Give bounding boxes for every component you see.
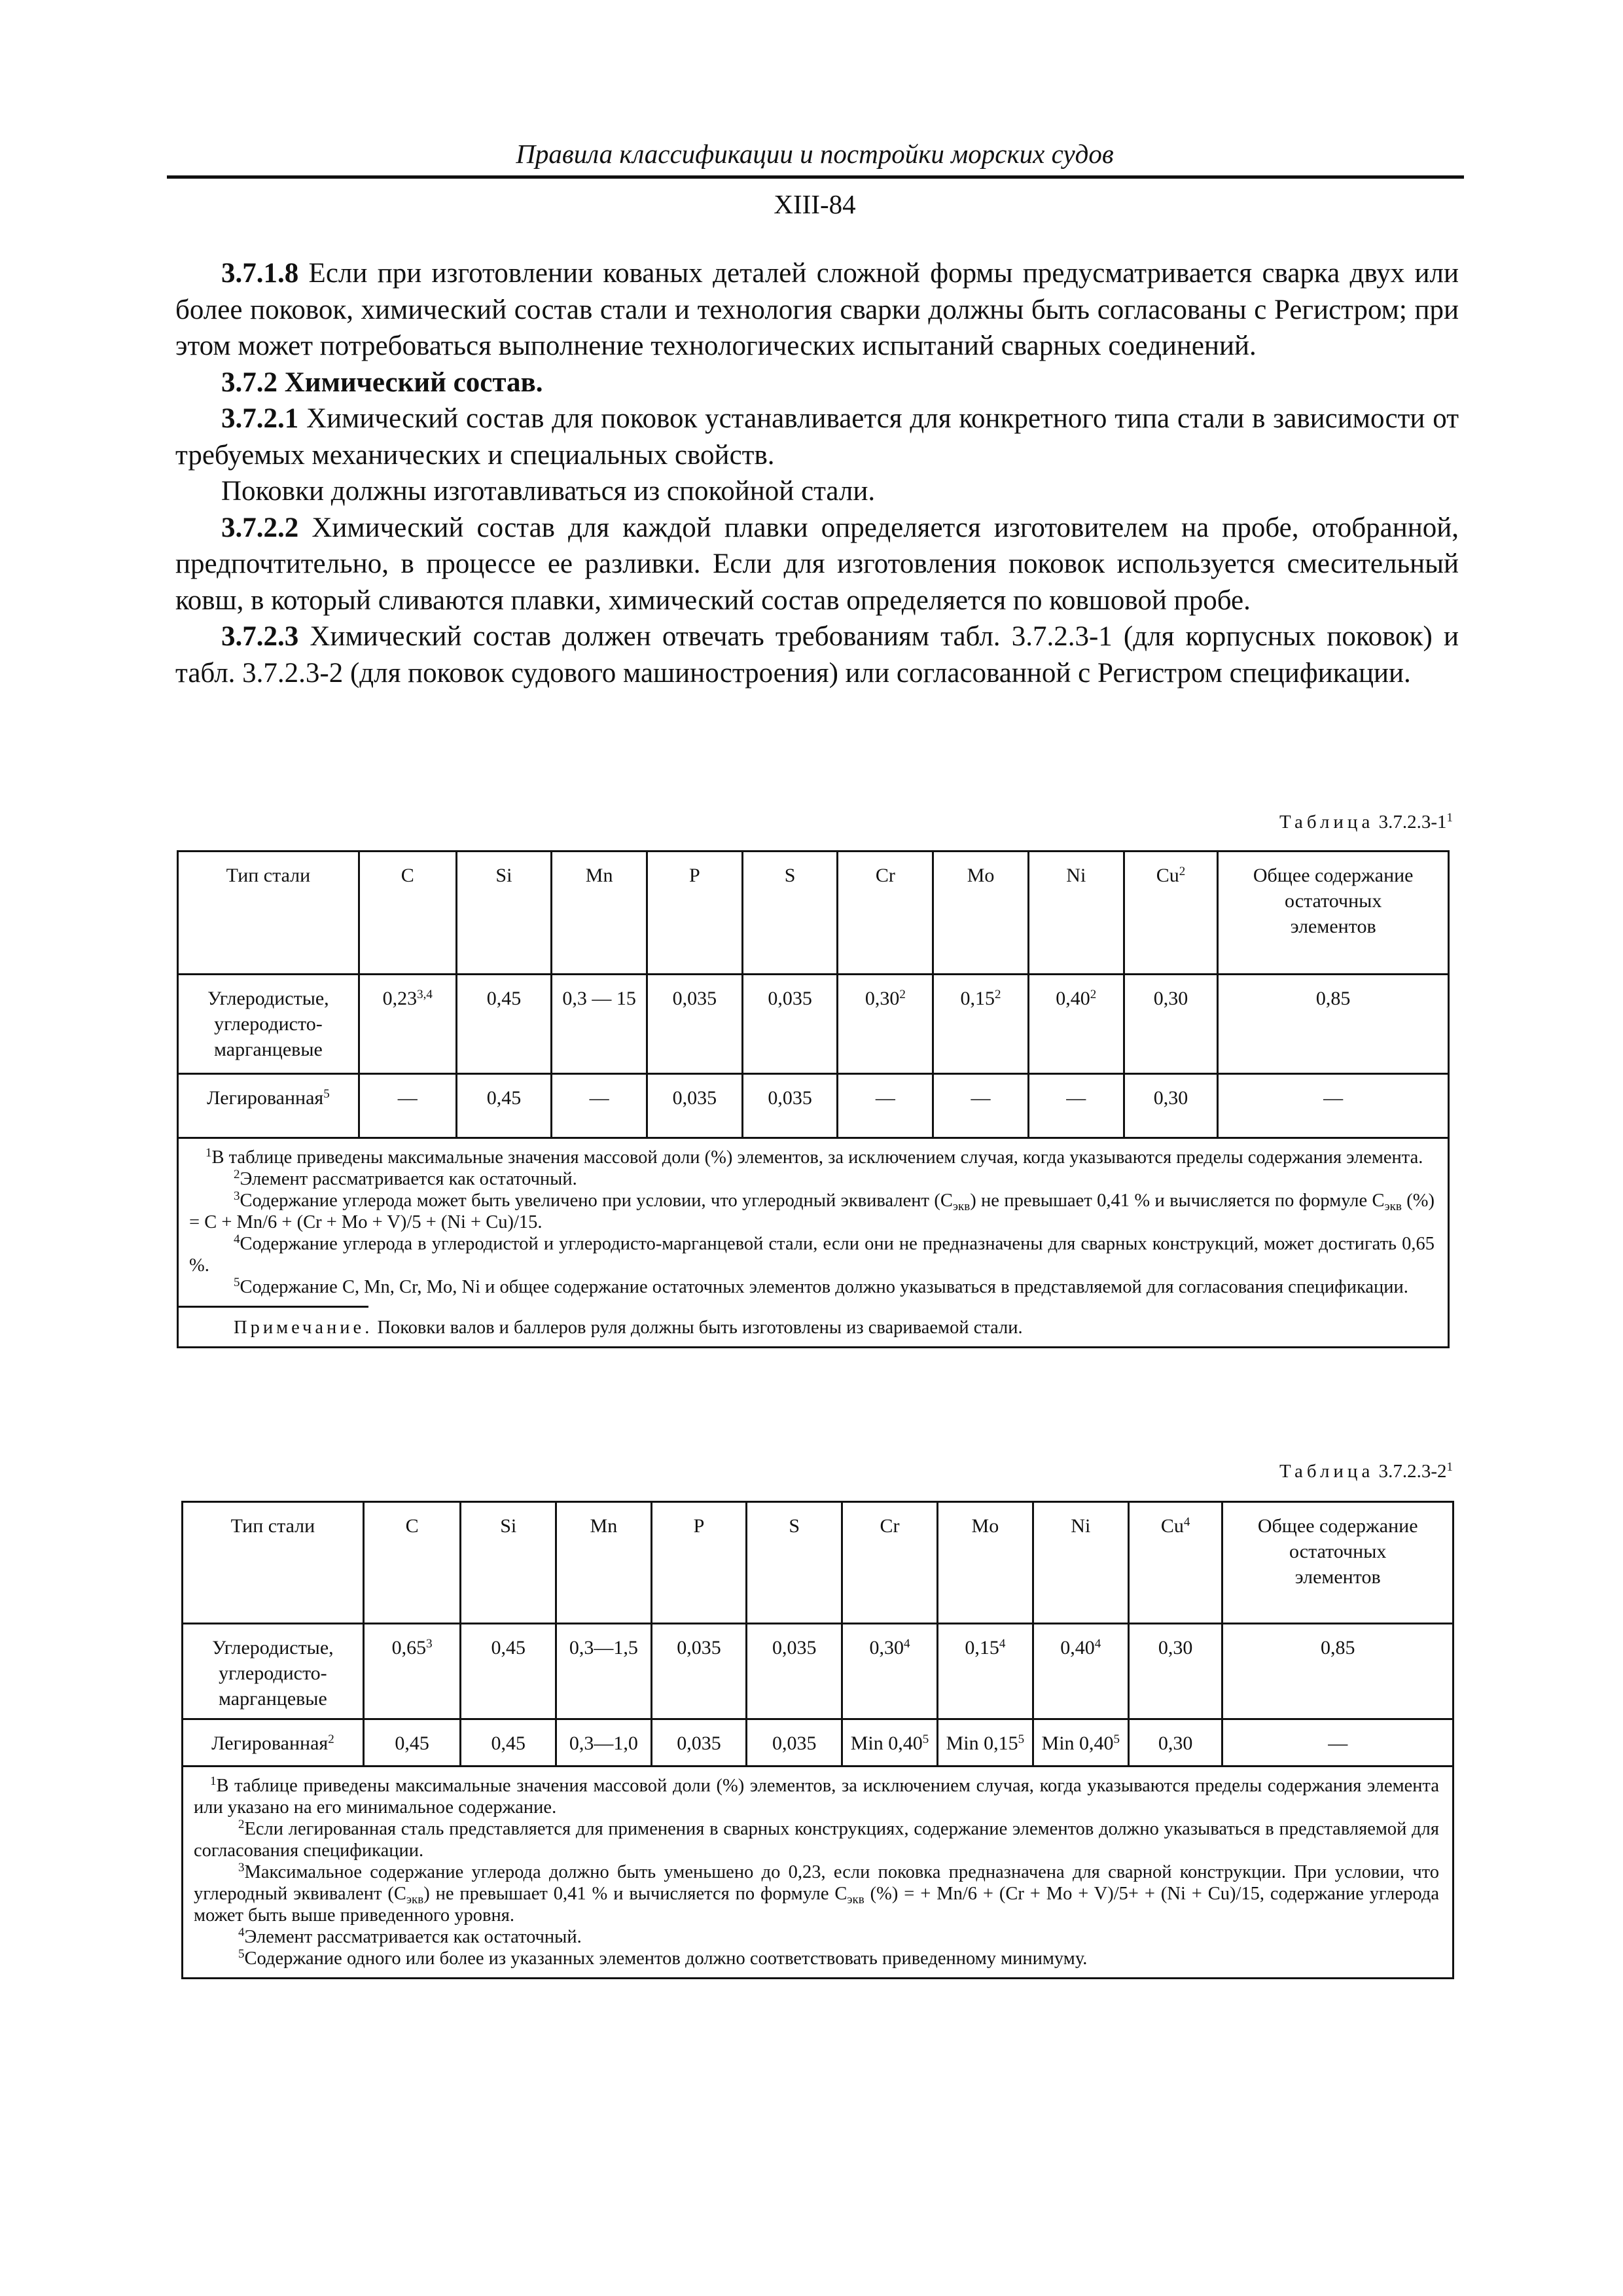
caption-word: Таблица xyxy=(1279,812,1374,833)
header-cell: C xyxy=(359,852,456,975)
footnote-mark: 3 xyxy=(234,1189,240,1203)
table-cell: 0,45 xyxy=(461,1624,556,1719)
subscript: экв xyxy=(847,1893,865,1907)
header-cell: P xyxy=(651,1502,747,1624)
table-header-row xyxy=(178,852,1449,975)
footnote-ref: 5 xyxy=(323,1087,330,1101)
table-cell: — xyxy=(838,1074,933,1138)
footnote xyxy=(194,1861,1439,1926)
footnote-text: Если легированная сталь представляется для применения в сварных конструкциях, содержание элементов должно указываться в представляемой для согласования спецификации. xyxy=(194,1819,1439,1861)
subscript: экв xyxy=(406,1893,424,1907)
cell-value: 0,40 xyxy=(1056,988,1090,1009)
paragraph-text: Химический состав для каждой плавки определяется изготовителем на пробе, отобранной, предпочтительно, в процессе ее разливки. Если для изготовления поковок используется смесительный ковш, в который сливаются плавки, химический состав определяется по ковшовой пробе. xyxy=(175,512,1459,616)
footnote xyxy=(189,1276,1435,1298)
section-heading xyxy=(175,365,1459,401)
clause-number: 3.7.1.8 xyxy=(221,258,299,289)
header-cell: P xyxy=(647,852,742,975)
paragraph-text: Химический состав должен отвечать требованиям табл. 3.7.2.3-1 (для корпусных поковок) и табл. 3.7.2.3-2 (для поковок судового машиностроения) или согласованной с Регистром спецификации. xyxy=(175,621,1459,689)
footnote-ref: 4 xyxy=(1094,1637,1101,1651)
header-text: Cu xyxy=(1156,865,1179,886)
footnote-mark: 2 xyxy=(238,1818,245,1831)
footnote xyxy=(189,1168,1435,1190)
header-cell: Cr xyxy=(842,1502,938,1624)
paragraph-3-7-2-1 xyxy=(175,401,1459,473)
table-cell: — xyxy=(933,1074,1029,1138)
footnote-ref: 5 xyxy=(1113,1732,1120,1746)
footnote-mark: 5 xyxy=(234,1276,240,1289)
cell-value: Min 0,40 xyxy=(1041,1732,1114,1754)
table-cell: — xyxy=(1222,1719,1454,1767)
footnote xyxy=(194,1818,1439,1861)
header-cell: S xyxy=(747,1502,842,1624)
caption-footnote-ref: 1 xyxy=(1446,811,1453,825)
table-cell: 0,3 — 15 xyxy=(552,975,647,1074)
table2-caption xyxy=(982,1461,1453,1482)
caption-footnote-ref: 1 xyxy=(1446,1460,1453,1474)
table-cell: 0,30 xyxy=(1128,1719,1222,1767)
cell-value: Легированная xyxy=(211,1732,329,1754)
table-cell xyxy=(933,975,1029,1074)
table-cell: 0,035 xyxy=(651,1719,747,1767)
row-label: Углеродистые, углеродисто-марганцевые xyxy=(183,1624,364,1719)
table-cell: 0,45 xyxy=(461,1719,556,1767)
footnote xyxy=(194,1926,1439,1948)
table-cell: 0,30 xyxy=(1128,1624,1222,1719)
table-cell: — xyxy=(359,1074,456,1138)
table1 xyxy=(177,850,1450,1348)
table-row xyxy=(178,975,1449,1074)
table-cell: 0,45 xyxy=(456,975,552,1074)
table-cell: — xyxy=(1028,1074,1124,1138)
header-cell: Mo xyxy=(937,1502,1033,1624)
cell-value: 0,30 xyxy=(869,1637,904,1659)
body-text xyxy=(175,255,1459,691)
footnote-ref: 3,4 xyxy=(417,988,433,1001)
header-cell: Тип стали xyxy=(178,852,359,975)
table-cell: 0,035 xyxy=(747,1719,842,1767)
table-cell: 0,30 xyxy=(1124,1074,1218,1138)
paragraph-killed-steel: Поковки должны изготавливаться из спокойной стали. xyxy=(221,476,876,507)
footnote-ref: 4 xyxy=(999,1637,1006,1651)
footnote xyxy=(189,1147,1435,1168)
header-rule xyxy=(167,175,1464,179)
footnote-mark: 1 xyxy=(210,1774,217,1788)
footnote-ref: 3 xyxy=(426,1637,433,1651)
paragraph-3-7-2-2 xyxy=(175,510,1459,619)
cell-value: Min 0,15 xyxy=(946,1732,1018,1754)
table-cell xyxy=(1033,1624,1128,1719)
cell-value: 0,65 xyxy=(391,1637,427,1659)
table-cell: — xyxy=(1218,1074,1449,1138)
subscript: экв xyxy=(1384,1200,1402,1213)
clause-number: 3.7.2.1 xyxy=(221,403,299,434)
table-cell: 0,035 xyxy=(647,975,742,1074)
footnote-ref: 2 xyxy=(328,1732,334,1746)
cell-value: 0,15 xyxy=(960,988,995,1009)
section-heading-text: 3.7.2 Химический состав. xyxy=(221,367,543,398)
row-label xyxy=(183,1719,364,1767)
cell-value: 0,23 xyxy=(382,988,418,1009)
header-cell: Тип стали xyxy=(183,1502,364,1624)
footnote-ref: 2 xyxy=(995,988,1001,1001)
table-cell xyxy=(937,1719,1033,1767)
footnote-mark: 4 xyxy=(238,1926,245,1939)
paragraph-text: Химический состав для поковок устанавливается для конкретного типа стали в зависимости от требуемых механических и специальных свойств. xyxy=(175,403,1459,471)
footnote-text: (%) = С + Mn/6 + (Cr + Mo + V)/5 + (Ni + Cu)/15. xyxy=(189,1191,1435,1232)
table-notes-row xyxy=(183,1767,1454,1979)
header-cell: Mo xyxy=(933,852,1029,975)
table-cell: 0,035 xyxy=(747,1624,842,1719)
table-notes-row xyxy=(178,1138,1449,1348)
page-number: XIII-84 xyxy=(774,189,856,219)
footnote xyxy=(189,1233,1435,1276)
header-cell: Cr xyxy=(838,852,933,975)
footnote-text: В таблице приведены максимальные значения массовой доли (%) элементов, за исключением случая, когда указываются пределы содержания элемента или указано на его минимальное содержание. xyxy=(194,1776,1439,1818)
table-cell: 0,3—1,5 xyxy=(556,1624,652,1719)
table-cell xyxy=(363,1624,461,1719)
caption-number: 3.7.2.3-1 xyxy=(1378,812,1447,833)
table-cell xyxy=(359,975,456,1074)
footnote-text: Содержание С, Mn, Cr, Mo, Ni и общее содержание остаточных элементов должно указываться в представляемой для согласования спецификации. xyxy=(240,1277,1408,1297)
header-cell: Общее содержание остаточных элементов xyxy=(1222,1502,1454,1624)
note-separator xyxy=(179,1306,368,1308)
table-cell: 0,3—1,0 xyxy=(556,1719,652,1767)
footnote-ref: 5 xyxy=(1018,1732,1025,1746)
cell-value: 0,40 xyxy=(1060,1637,1095,1659)
header-text: Cu xyxy=(1160,1515,1184,1537)
footnote-mark: 5 xyxy=(238,1947,245,1961)
footnote-text: ) не превышает 0,41 % и вычисляется по формуле С xyxy=(970,1191,1385,1211)
table-note xyxy=(189,1317,1435,1338)
clause-number: 3.7.2.2 xyxy=(221,512,299,543)
table-row xyxy=(183,1719,1454,1767)
paragraph-3-7-2-3 xyxy=(175,619,1459,691)
table1-footnotes xyxy=(178,1138,1449,1348)
table-cell: 0,035 xyxy=(742,975,838,1074)
footnote-text: Элемент рассматривается как остаточный. xyxy=(240,1169,577,1189)
header-cell: Ni xyxy=(1033,1502,1128,1624)
table-cell xyxy=(1033,1719,1128,1767)
footnote-mark: 3 xyxy=(238,1861,245,1874)
table2-footnotes xyxy=(183,1767,1454,1979)
header-cell xyxy=(1124,852,1218,975)
footnote-ref: 2 xyxy=(899,988,906,1001)
footnote-mark: 4 xyxy=(234,1232,240,1246)
caption-number: 3.7.2.3-2 xyxy=(1378,1461,1447,1482)
cell-value: Min 0,40 xyxy=(850,1732,923,1754)
table-row xyxy=(183,1624,1454,1719)
header-cell: Общее содержание остаточных элементов xyxy=(1218,852,1449,975)
footnote-text: В таблице приведены максимальные значения массовой доли (%) элементов, за исключением случая, когда указываются пределы содержания элемента. xyxy=(211,1147,1423,1168)
header-cell: Ni xyxy=(1028,852,1124,975)
footnote xyxy=(194,1775,1439,1818)
table-cell: 0,45 xyxy=(456,1074,552,1138)
header-cell: C xyxy=(363,1502,461,1624)
table-row xyxy=(178,1074,1449,1138)
table-cell xyxy=(842,1624,938,1719)
table-cell: 0,035 xyxy=(651,1624,747,1719)
cell-value: 0,15 xyxy=(965,1637,999,1659)
cell-value: 0,30 xyxy=(865,988,900,1009)
table1-caption xyxy=(982,812,1453,833)
row-label xyxy=(178,1074,359,1138)
note-label: Примечание. xyxy=(234,1318,373,1338)
caption-word: Таблица xyxy=(1279,1461,1374,1482)
footnote-text: Содержание одного или более из указанных элементов должно соответствовать приведенному минимуму. xyxy=(244,1948,1088,1969)
footnote-ref: 4 xyxy=(903,1637,910,1651)
subscript: экв xyxy=(952,1200,971,1213)
footnote-mark: 2 xyxy=(234,1168,240,1181)
header-cell: Mn xyxy=(552,852,647,975)
table-cell: 0,035 xyxy=(742,1074,838,1138)
footnote-mark: 1 xyxy=(205,1146,212,1160)
table-cell: 0,30 xyxy=(1124,975,1218,1074)
footnote-text: Максимальное содержание углерода должно быть уменьшено до 0,23, если поковка предназначена для сварной конструкции. При условии, что углеродный эквивалент (С xyxy=(194,1862,1439,1904)
header-cell xyxy=(1128,1502,1222,1624)
footnote-text: Содержание углерода может быть увеличено при условии, что углеродный эквивалент (С xyxy=(240,1191,953,1211)
table-cell: 0,85 xyxy=(1218,975,1449,1074)
note-text: Поковки валов и баллеров руля должны быть изготовлены из свариваемой стали. xyxy=(372,1318,1023,1338)
footnote-ref: 2 xyxy=(1090,988,1097,1001)
cell-value: Легированная xyxy=(207,1087,324,1109)
table-cell xyxy=(842,1719,938,1767)
table-cell: — xyxy=(552,1074,647,1138)
footnote-text: Элемент рассматривается как остаточный. xyxy=(244,1927,582,1947)
header-cell: Mn xyxy=(556,1502,652,1624)
table-cell: 0,035 xyxy=(647,1074,742,1138)
table-cell xyxy=(937,1624,1033,1719)
header-cell: Si xyxy=(456,852,552,975)
footnote-ref: 5 xyxy=(922,1732,929,1746)
table-header-row xyxy=(183,1502,1454,1624)
footnote-ref: 4 xyxy=(1183,1515,1190,1529)
footnote-text: ) не превышает 0,41 % и вычисляется по формуле С xyxy=(423,1884,847,1904)
footnote-text: Содержание углерода в углеродистой и углеродисто-марганцевой стали, если они не предназначены для сварных конструкций, может достигать 0,65 %. xyxy=(189,1234,1435,1276)
header-cell: Si xyxy=(461,1502,556,1624)
footnote-ref: 2 xyxy=(1179,865,1186,878)
header-cell: S xyxy=(742,852,838,975)
table-cell: 0,85 xyxy=(1222,1624,1454,1719)
footnote xyxy=(194,1948,1439,1969)
row-label: Углеродистые, углеродисто-марганцевые xyxy=(178,975,359,1074)
table-cell xyxy=(1028,975,1124,1074)
clause-number: 3.7.2.3 xyxy=(221,621,299,652)
paragraph-3-7-1-8 xyxy=(175,255,1459,365)
table-cell xyxy=(838,975,933,1074)
running-header: Правила классификации и постройки морских судов xyxy=(516,139,1114,169)
footnote-text: (%) = + Mn/6 + (Cr + Mo + V)/5+ + (Ni + Cu)/15, содержание углерода может быть выше приведенного уровня. xyxy=(194,1884,1439,1926)
table-cell: 0,45 xyxy=(363,1719,461,1767)
paragraph-text: Если при изготовлении кованых деталей сложной формы предусматривается сварка двух или более поковок, химический состав стали и технология сварки должны быть согласованы с Регистром; при этом может потребоваться выполнение технологических испытаний сварных соединений. xyxy=(175,258,1459,361)
table2 xyxy=(181,1501,1454,1979)
footnote xyxy=(189,1190,1435,1233)
